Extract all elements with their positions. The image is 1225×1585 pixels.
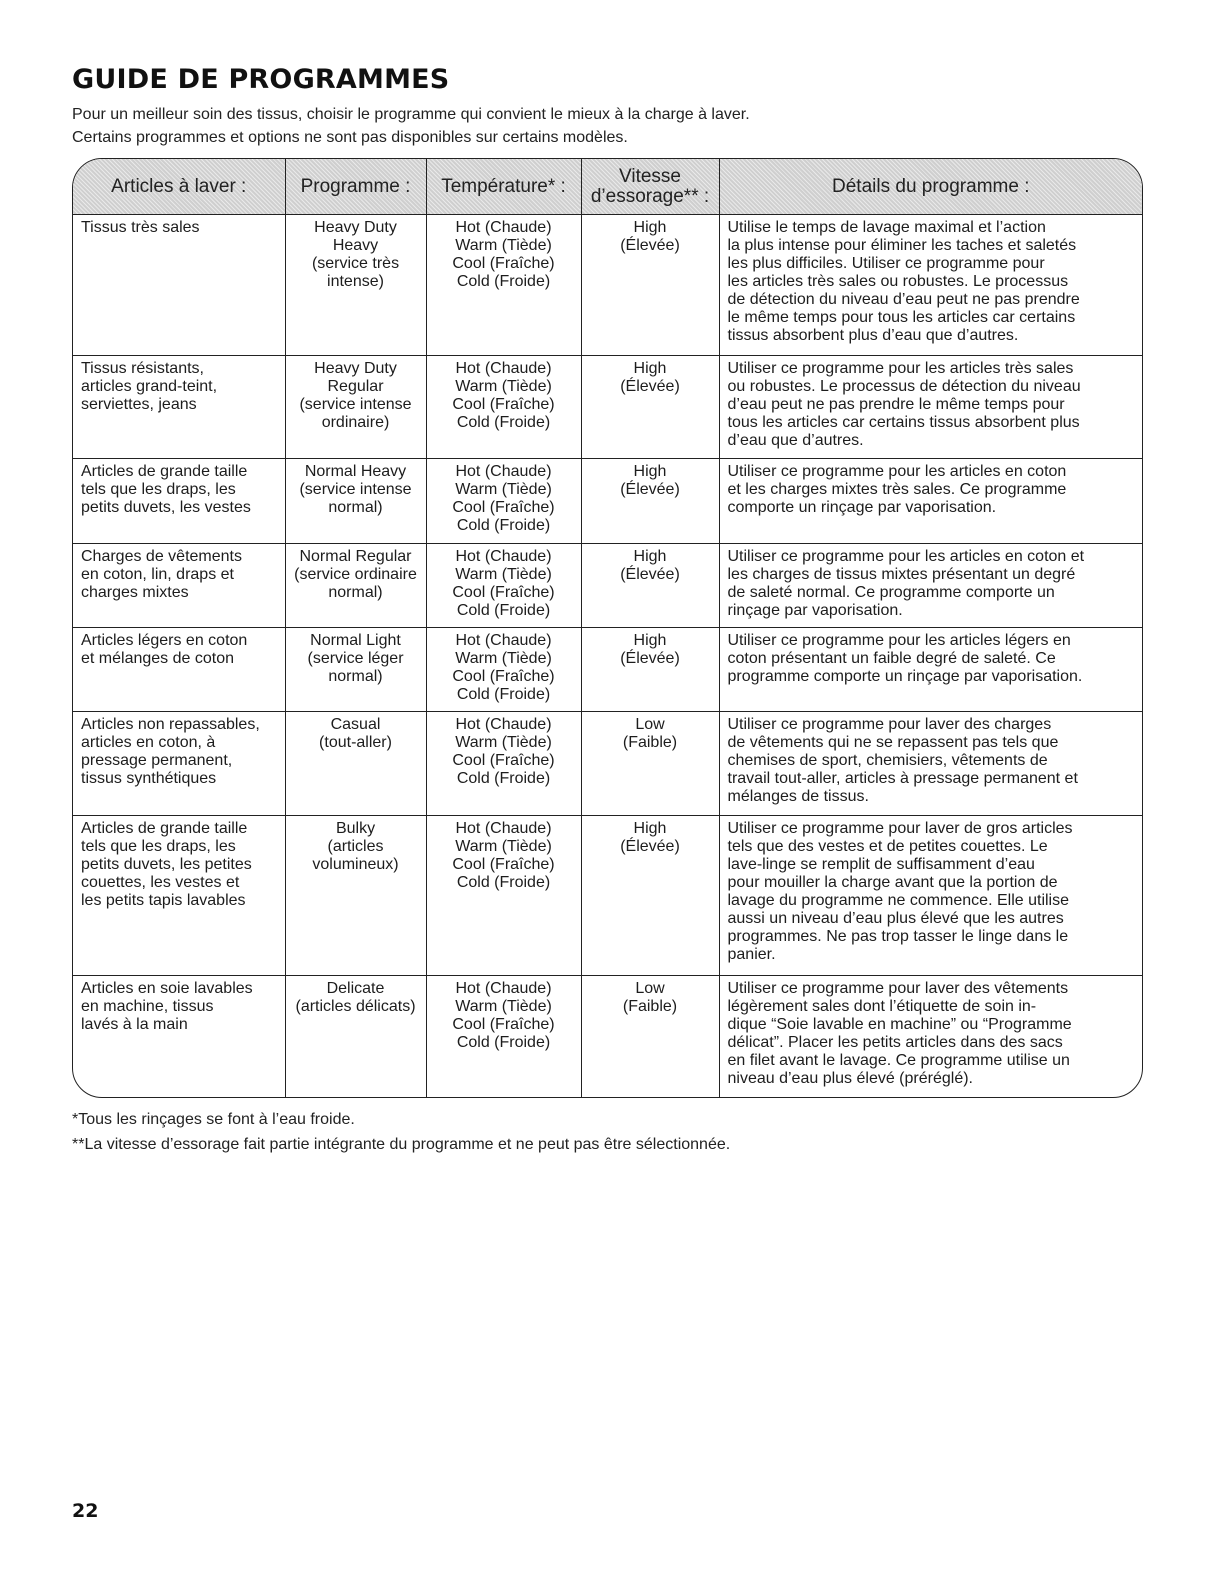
articles-line: charges mixtes <box>81 583 189 601</box>
temperature-line: Hot (Chaude) <box>455 716 552 734</box>
details-line: programmes. Ne pas trop tasser le linge dans le <box>727 927 1069 945</box>
cell-articles <box>73 712 285 815</box>
cell-temperature <box>426 975 581 1097</box>
details-line: Utilise le temps de lavage maximal et l’action <box>727 219 1046 236</box>
vitesse-line: High <box>633 547 667 565</box>
vitesse-line: (Faible) <box>622 997 678 1015</box>
details-line: les plus difficiles. Utiliser ce programme pour <box>727 255 1045 272</box>
articles-line: Articles de grande taille <box>81 819 248 837</box>
cell-vitesse <box>581 356 719 459</box>
programme-line: (service ordinaire <box>294 565 417 583</box>
page-number: 22 <box>72 1500 99 1522</box>
cell-programme <box>285 628 426 712</box>
cell-temperature <box>426 215 581 356</box>
intro-text: Certains programmes et options ne sont pas disponibles sur certains modèles. <box>72 129 628 146</box>
temperature-line: Warm (Tiède) <box>455 734 552 752</box>
articles-line: tels que les draps, les <box>81 481 236 499</box>
temperature-line: Hot (Chaude) <box>455 360 552 378</box>
programme-table <box>72 158 1143 1098</box>
details-line: ou robustes. Le processus de détection du niveau <box>727 378 1081 396</box>
programme-line: Heavy Duty <box>314 360 397 378</box>
vitesse-line: Low <box>635 979 665 997</box>
header-vitesse: Vitesse d’essorage** : <box>581 159 719 215</box>
header-programme: Programme : <box>285 159 426 215</box>
vitesse-line: High <box>633 463 667 481</box>
table-row <box>73 356 1142 459</box>
details-line: Utiliser ce programme pour laver de gros articles <box>727 819 1073 837</box>
details-line: Utiliser ce programme pour les articles en coton et <box>727 547 1085 565</box>
programme-line: (service intense <box>299 396 412 414</box>
programme-line: (service intense <box>299 481 412 499</box>
details-line: travail tout-aller, articles à pressage permanent et <box>727 770 1078 788</box>
details-line: délicat”. Placer les petits articles dans des sacs <box>727 1033 1063 1051</box>
details-line: tissus absorbent plus d’eau que d’autres. <box>727 327 1019 344</box>
page-title: GUIDE DE PROGRAMMES <box>72 64 450 95</box>
temperature-line: Cool (Fraîche) <box>452 255 555 272</box>
temperature-line: Cold (Froide) <box>456 1033 551 1051</box>
programme-line: (articles délicats) <box>295 997 416 1015</box>
table-row <box>73 712 1142 815</box>
details-line: et les charges mixtes très sales. Ce programme <box>727 481 1067 499</box>
details-line: le même temps pour tous les articles car certains <box>727 309 1076 326</box>
cell-programme <box>285 975 426 1097</box>
articles-line: en coton, lin, draps et <box>81 565 234 583</box>
programme-line: Delicate <box>326 979 385 997</box>
details-line: pour mouiller la charge avant que la portion de <box>727 873 1058 891</box>
details-line: niveau d’eau plus élevé (préréglé). <box>727 1069 973 1087</box>
header-details: Détails du programme : <box>719 159 1142 215</box>
temperature-line: Warm (Tiède) <box>455 565 552 583</box>
programme-line: (articles <box>327 837 384 855</box>
details-line: de détection du niveau d’eau peut ne pas prendre <box>727 291 1080 308</box>
programme-line: volumineux) <box>312 855 399 873</box>
temperature-line: Warm (Tiède) <box>455 481 552 499</box>
details-line: tels que des vestes et de petites couettes. Le <box>727 837 1048 855</box>
header-articles: Articles à laver : <box>73 159 285 215</box>
cell-details <box>719 628 1142 712</box>
cell-vitesse <box>581 459 719 543</box>
details-line: programme comporte un rinçage par vaporisation. <box>727 668 1083 686</box>
details-line: Utiliser ce programme pour les articles légers en <box>727 632 1071 650</box>
details-line: lavage du programme ne commence. Elle utilise <box>727 891 1069 909</box>
details-line: comporte un rinçage par vaporisation. <box>727 499 997 517</box>
cell-articles <box>73 815 285 975</box>
articles-line: Articles non repassables, <box>81 716 260 734</box>
details-line: Utiliser ce programme pour les articles en coton <box>727 463 1067 481</box>
articles-line: pressage permanent, <box>81 752 233 770</box>
programme-line: Heavy <box>332 237 379 254</box>
vitesse-line: Low <box>635 716 665 734</box>
footnote: *Tous les rinçages se font à l’eau froide. <box>72 1111 355 1128</box>
table-row <box>73 459 1142 543</box>
cell-programme <box>285 815 426 975</box>
details-line: de saleté normal. Ce programme comporte un <box>727 583 1055 601</box>
footnote: **La vitesse d’essorage fait partie intégrante du programme et ne peut pas être sélectionnée. <box>72 1136 731 1153</box>
articles-line: Articles de grande taille <box>81 463 248 481</box>
programme-line: ordinaire) <box>321 414 390 432</box>
articles-line: et mélanges de coton <box>81 650 234 668</box>
articles-line: Articles légers en coton <box>81 632 248 650</box>
details-line: la plus intense pour éliminer les taches et saletés <box>727 237 1077 254</box>
temperature-line: Cool (Fraîche) <box>452 1015 555 1033</box>
temperature-line: Cool (Fraîche) <box>452 583 555 601</box>
details-line: tous les articles car certains tissus absorbent plus <box>727 414 1080 432</box>
temperature-line: Cool (Fraîche) <box>452 499 555 517</box>
articles-line: tissus synthétiques <box>81 770 217 788</box>
temperature-line: Cold (Froide) <box>456 517 551 535</box>
cell-temperature <box>426 356 581 459</box>
details-line: mélanges de tissus. <box>727 788 869 806</box>
cell-programme <box>285 712 426 815</box>
temperature-line: Warm (Tiède) <box>455 997 552 1015</box>
vitesse-line: (Élevée) <box>620 837 680 855</box>
articles-line: Tissus résistants, <box>81 360 204 378</box>
header-temperature: Température* : <box>426 159 581 215</box>
programme-line: normal) <box>328 668 383 686</box>
table-row <box>73 215 1142 356</box>
table-row <box>73 975 1142 1097</box>
cell-vitesse <box>581 815 719 975</box>
vitesse-line: High <box>633 360 667 378</box>
vitesse-line: (Élevée) <box>620 378 680 396</box>
details-line: les charges de tissus mixtes présentant un degré <box>727 565 1076 583</box>
cell-programme <box>285 215 426 356</box>
temperature-line: Cool (Fraîche) <box>452 855 555 873</box>
details-line: légèrement sales dont l’étiquette de soin in- <box>727 997 1037 1015</box>
cell-vitesse <box>581 628 719 712</box>
table-row <box>73 628 1142 712</box>
cell-articles <box>73 356 285 459</box>
details-line: panier. <box>727 945 776 963</box>
cell-articles <box>73 215 285 356</box>
temperature-line: Cold (Froide) <box>456 873 551 891</box>
cell-programme <box>285 459 426 543</box>
temperature-line: Cold (Froide) <box>456 770 551 788</box>
cell-temperature <box>426 543 581 627</box>
articles-line: Charges de vêtements <box>81 547 242 565</box>
cell-articles <box>73 975 285 1097</box>
programme-line: Normal Regular <box>299 547 412 565</box>
details-line: d’eau peut ne pas prendre le même temps pour <box>727 396 1065 414</box>
programme-line: (service très <box>311 255 400 272</box>
programme-line: normal) <box>328 583 383 601</box>
articles-line: petits duvets, les petites <box>81 855 252 873</box>
intro-text: Pour un meilleur soin des tissus, choisir le programme qui convient le mieux à la charge à laver. <box>72 106 750 123</box>
vitesse-line: (Faible) <box>622 734 678 752</box>
vitesse-line: (Élevée) <box>620 237 680 254</box>
temperature-line: Cold (Froide) <box>456 273 551 290</box>
programme-line: Normal Light <box>310 632 401 650</box>
cell-programme <box>285 543 426 627</box>
details-line: lave-linge se remplit de suffisamment d’eau <box>727 855 1035 873</box>
cell-details <box>719 975 1142 1097</box>
temperature-line: Warm (Tiède) <box>455 378 552 396</box>
articles-line: tels que les draps, les <box>81 837 236 855</box>
programme-line: Heavy Duty <box>314 219 397 236</box>
details-line: coton présentant un faible degré de saleté. Ce <box>727 650 1056 668</box>
temperature-line: Cool (Fraîche) <box>452 668 555 686</box>
temperature-line: Cold (Froide) <box>456 686 551 704</box>
details-line: Utiliser ce programme pour les articles très sales <box>727 360 1074 378</box>
cell-temperature <box>426 628 581 712</box>
programme-line: (tout-aller) <box>319 734 392 752</box>
details-line: chemises de sport, chemisiers, vêtements de <box>727 752 1048 770</box>
temperature-line: Cold (Froide) <box>456 601 551 619</box>
table-body <box>73 215 1142 1098</box>
cell-details <box>719 543 1142 627</box>
temperature-line: Cool (Fraîche) <box>452 752 555 770</box>
cell-details <box>719 712 1142 815</box>
vitesse-line: High <box>633 819 667 837</box>
temperature-line: Warm (Tiède) <box>455 237 552 254</box>
programme-line: normal) <box>328 499 383 517</box>
articles-line: couettes, les vestes et <box>81 873 240 891</box>
details-line: Utiliser ce programme pour laver des vêtements <box>727 979 1069 997</box>
cell-temperature <box>426 712 581 815</box>
articles-line: Articles en soie lavables <box>81 979 253 997</box>
articles-line: lavés à la main <box>81 1015 188 1033</box>
cell-details <box>719 459 1142 543</box>
programme-line: intense) <box>327 273 384 290</box>
cell-temperature <box>426 815 581 975</box>
cell-articles <box>73 543 285 627</box>
programme-line: Bulky <box>335 819 376 837</box>
articles-line: articles grand-teint, <box>81 378 218 396</box>
articles-line: serviettes, jeans <box>81 396 197 414</box>
temperature-line: Hot (Chaude) <box>455 219 552 236</box>
programme-line: Casual <box>330 716 381 734</box>
vitesse-line: (Élevée) <box>620 565 680 583</box>
articles-line: petits duvets, les vestes <box>81 499 251 517</box>
cell-details <box>719 215 1142 356</box>
programme-line: (service léger <box>307 650 404 668</box>
cell-articles <box>73 628 285 712</box>
articles-line: articles en coton, à <box>81 734 216 752</box>
details-line: de vêtements qui ne se repassent pas tels que <box>727 734 1059 752</box>
vitesse-line: High <box>633 632 667 650</box>
cell-details <box>719 356 1142 459</box>
details-line: en filet avant le lavage. Ce programme utilise un <box>727 1051 1070 1069</box>
temperature-line: Hot (Chaude) <box>455 819 552 837</box>
table-header-row <box>73 159 1142 215</box>
temperature-line: Warm (Tiède) <box>455 650 552 668</box>
programme-line: Regular <box>327 378 384 396</box>
cell-articles <box>73 459 285 543</box>
programme-line: Normal Heavy <box>304 463 407 481</box>
details-line: aussi un niveau d’eau plus élevé que les autres <box>727 909 1064 927</box>
details-line: les articles très sales ou robustes. Le processus <box>727 273 1069 290</box>
cell-vitesse <box>581 712 719 815</box>
cell-details <box>719 815 1142 975</box>
articles-line: les petits tapis lavables <box>81 891 246 909</box>
cell-temperature <box>426 459 581 543</box>
details-line: rinçage par vaporisation. <box>727 601 903 619</box>
table-row <box>73 815 1142 975</box>
details-line: dique “Soie lavable en machine” ou “Programme <box>727 1015 1072 1033</box>
temperature-line: Hot (Chaude) <box>455 547 552 565</box>
cell-vitesse <box>581 543 719 627</box>
temperature-line: Hot (Chaude) <box>455 463 552 481</box>
temperature-line: Cool (Fraîche) <box>452 396 555 414</box>
vitesse-line: (Élevée) <box>620 650 680 668</box>
temperature-line: Cold (Froide) <box>456 414 551 432</box>
temperature-line: Warm (Tiède) <box>455 837 552 855</box>
table-row <box>73 543 1142 627</box>
cell-vitesse <box>581 975 719 1097</box>
articles-line: en machine, tissus <box>81 997 214 1015</box>
vitesse-line: (Élevée) <box>620 481 680 499</box>
temperature-line: Hot (Chaude) <box>455 632 552 650</box>
cell-programme <box>285 356 426 459</box>
details-line: d’eau que d’autres. <box>727 432 864 450</box>
details-line: Utiliser ce programme pour laver des charges <box>727 716 1052 734</box>
cell-vitesse <box>581 215 719 356</box>
vitesse-line: High <box>633 219 667 236</box>
temperature-line: Hot (Chaude) <box>455 979 552 997</box>
articles-line: Tissus très sales <box>81 219 200 236</box>
